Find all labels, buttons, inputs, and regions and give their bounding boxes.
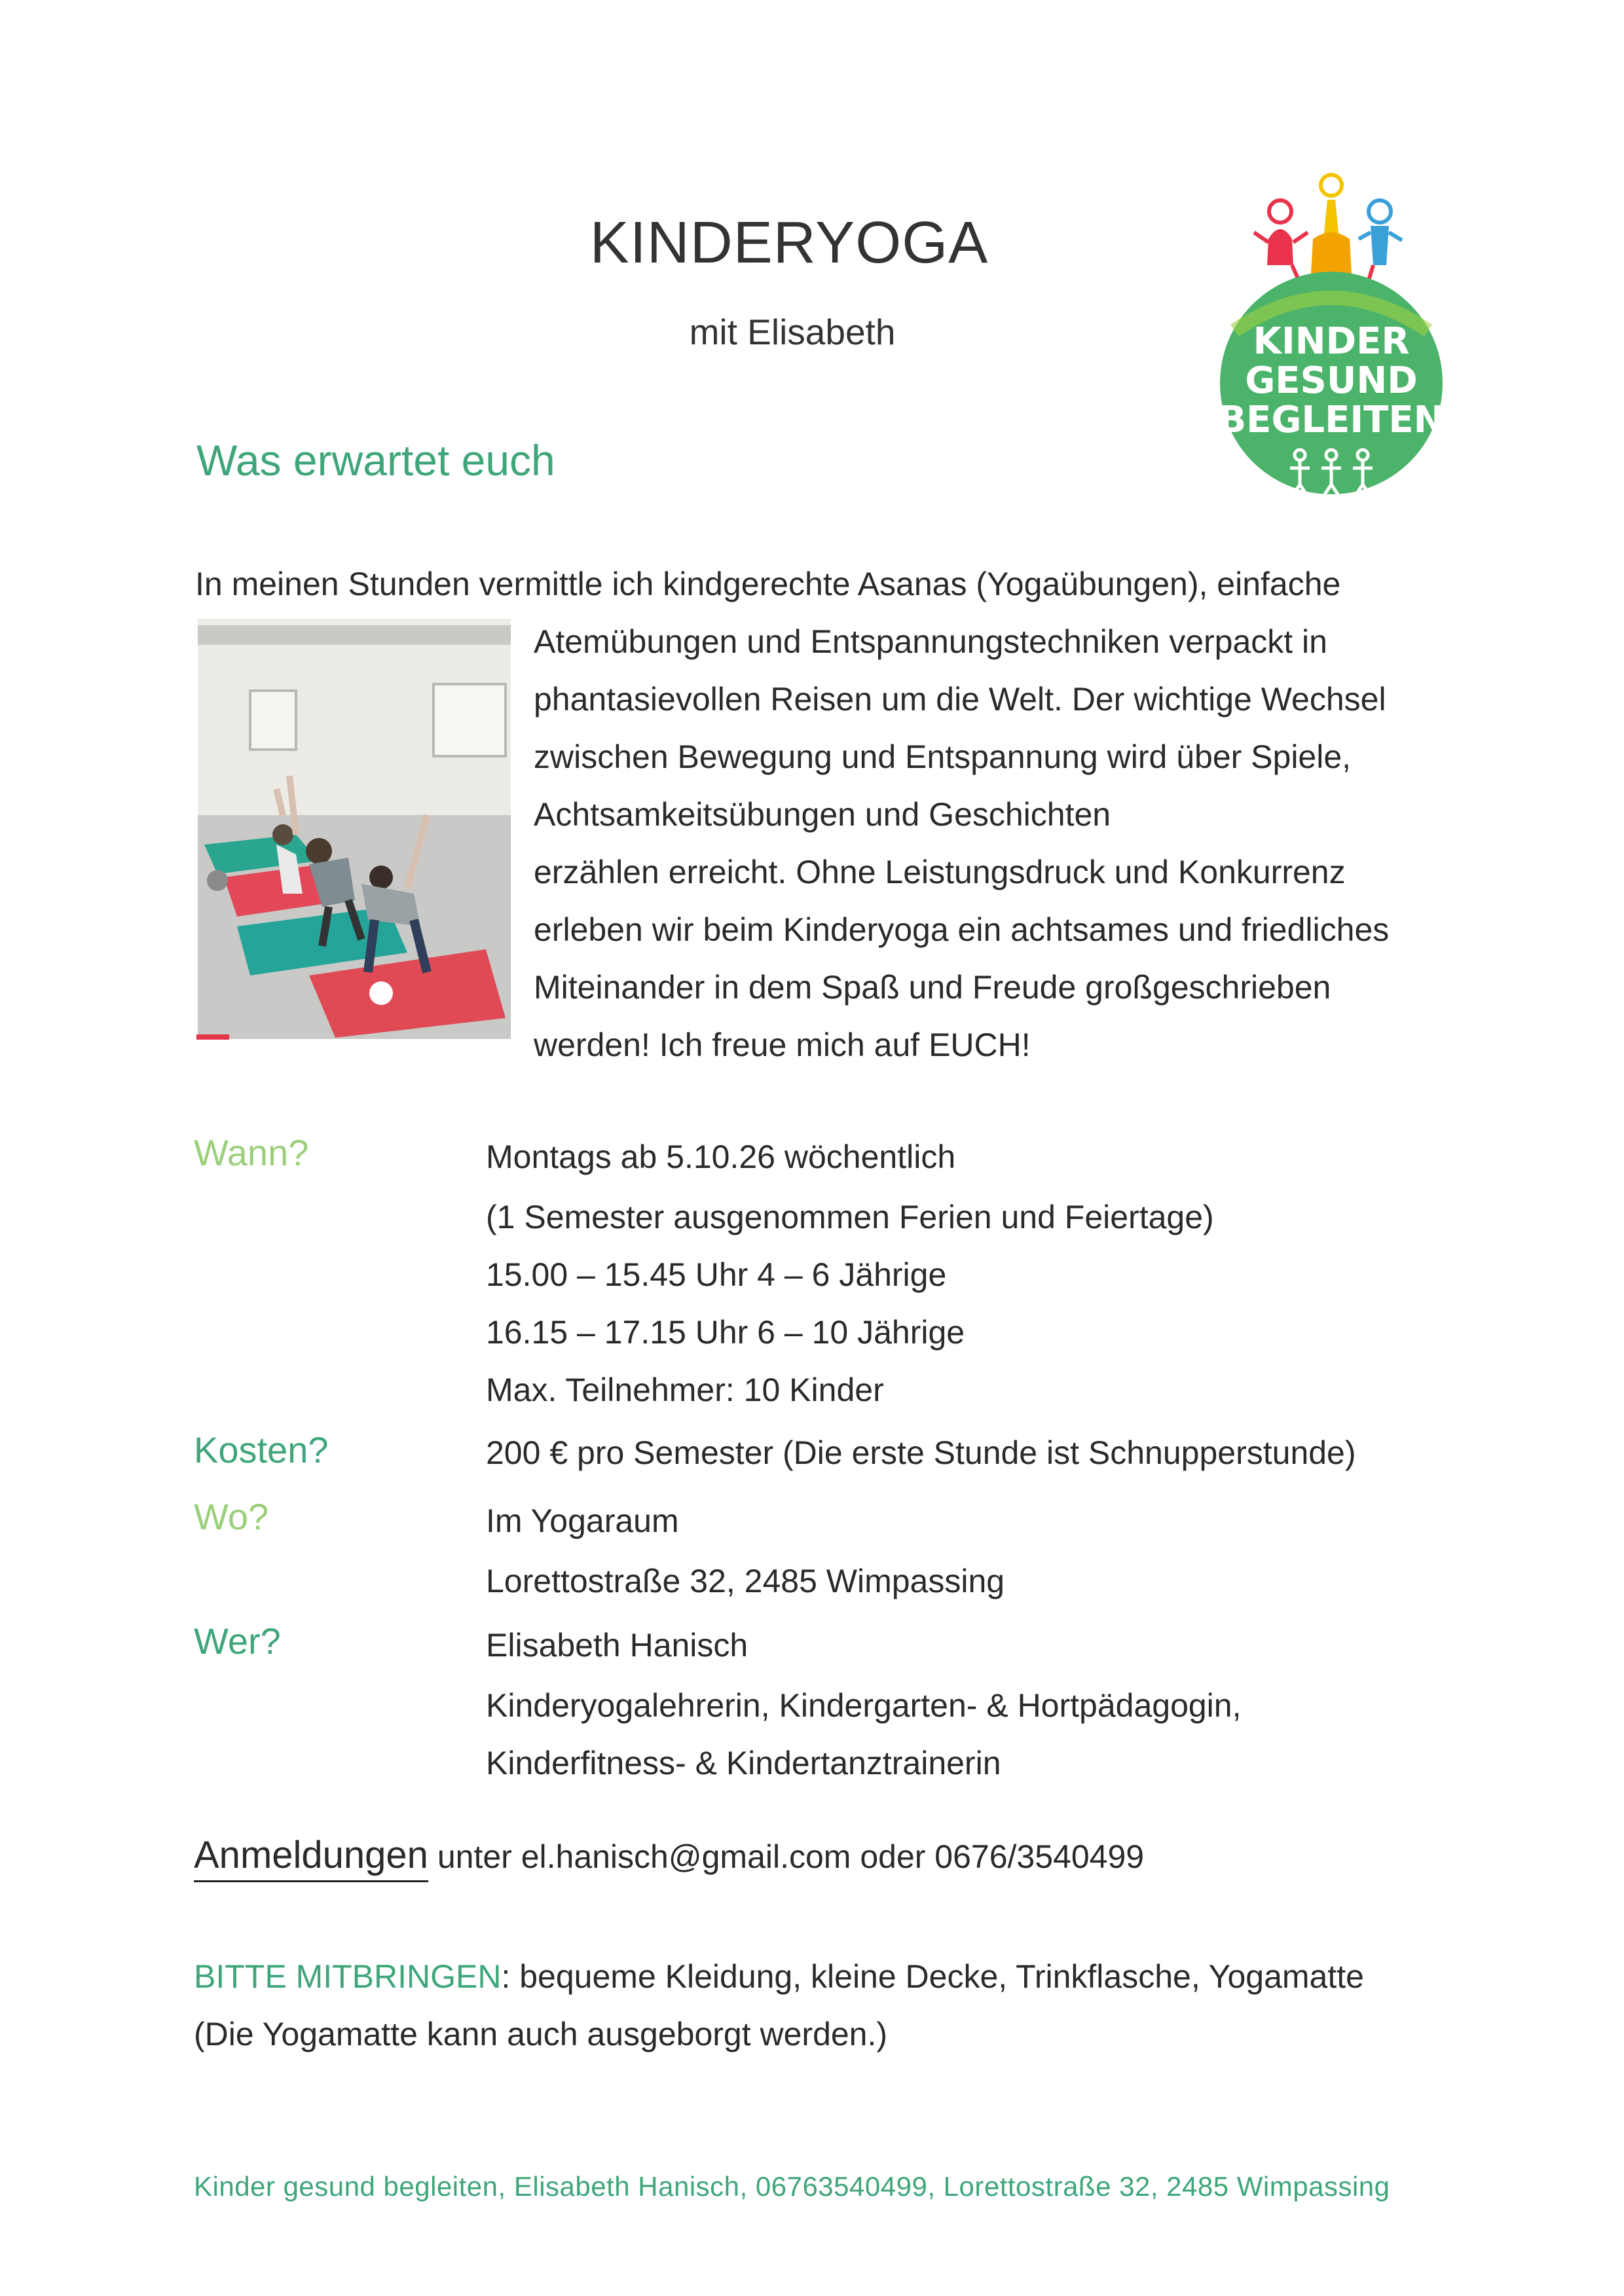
kids-yoga-photo	[198, 619, 511, 1039]
wann-line: Montags ab 5.10.26 wöchentlich	[486, 1139, 956, 1175]
red-mark	[196, 1034, 229, 1040]
wann-line: Max. Teilnehmer: 10 Kinder	[486, 1372, 884, 1408]
bring-line	[194, 1958, 1364, 1995]
wer-line: Elisabeth Hanisch	[486, 1627, 748, 1664]
intro-line: Miteinander in dem Spaß und Freude großgeschrieben	[534, 969, 1331, 1006]
intro-line: werden! Ich freue mich auf EUCH!	[534, 1027, 1031, 1063]
wann-line: 15.00 – 15.45 Uhr 4 – 6 Jährige	[486, 1256, 947, 1293]
wer-label: Wer?	[194, 1620, 281, 1662]
footer-text: Kinder gesund begleiten, Elisabeth Hanisch, 06763540499, Lorettostraße 32, 2485 Wimpassing	[194, 2171, 1390, 2202]
wer-line: Kinderyogalehrerin, Kindergarten- & Hortpädagogin,	[486, 1687, 1242, 1724]
kosten-label: Kosten?	[194, 1429, 329, 1470]
kosten-value: 200 € pro Semester (Die erste Stunde ist Schnupperstunde)	[486, 1434, 1356, 1471]
logo-line-3: BEGLEITEN	[1218, 399, 1445, 441]
intro-line: erleben wir beim Kinderyoga ein achtsames und friedliches	[534, 911, 1390, 948]
intro-paragraph	[534, 613, 1389, 1074]
wo-label: Wo?	[194, 1496, 269, 1537]
wann-label: Wann?	[194, 1132, 309, 1173]
intro-line: erzählen erreicht. Ohne Leistungsdruck und Konkurrenz	[534, 854, 1346, 890]
kinder-gesund-begleiten-logo	[1208, 167, 1454, 494]
intro-line: phantasievollen Reisen um die Welt. Der wichtige Wechsel	[534, 681, 1386, 718]
intro-first-line: In meinen Stunden vermittle ich kindgerechte Asanas (Yogaübungen), einfache	[195, 566, 1341, 602]
wer-line: Kinderfitness- & Kindertanztrainerin	[486, 1745, 1001, 1781]
section-title: Was erwartet euch	[196, 436, 555, 484]
intro-line: Achtsamkeitsübungen und Geschichten	[534, 796, 1111, 833]
bring-note: (Die Yogamatte kann auch ausgeborgt werden.)	[194, 2016, 888, 2052]
wann-line: 16.15 – 17.15 Uhr 6 – 10 Jährige	[486, 1314, 965, 1351]
wo-line: Lorettostraße 32, 2485 Wimpassing	[486, 1563, 1005, 1599]
bring-items: : bequeme Kleidung, kleine Decke, Trinkflasche, Yogamatte	[501, 1958, 1364, 1995]
page-title: KINDERYOGA	[589, 210, 989, 276]
bring-label: BITTE MITBRINGEN	[194, 1958, 502, 1995]
logo-line-1: KINDER	[1253, 320, 1410, 363]
wann-line: (1 Semester ausgenommen Ferien und Feiertage)	[486, 1199, 1214, 1235]
logo-line-2: GESUND	[1245, 359, 1418, 402]
intro-line: zwischen Bewegung und Entspannung wird über Spiele,	[534, 738, 1352, 775]
signup-contact: unter el.hanisch@gmail.com oder 0676/3540499	[428, 1838, 1145, 1875]
intro-line: Atemübungen und Entspannungstechniken verpackt in	[534, 623, 1327, 660]
signup-label: Anmeldungen	[194, 1834, 428, 1882]
signup-line	[194, 1833, 1144, 1877]
wo-line: Im Yogaraum	[486, 1503, 679, 1539]
page-subtitle: mit Elisabeth	[689, 312, 896, 352]
